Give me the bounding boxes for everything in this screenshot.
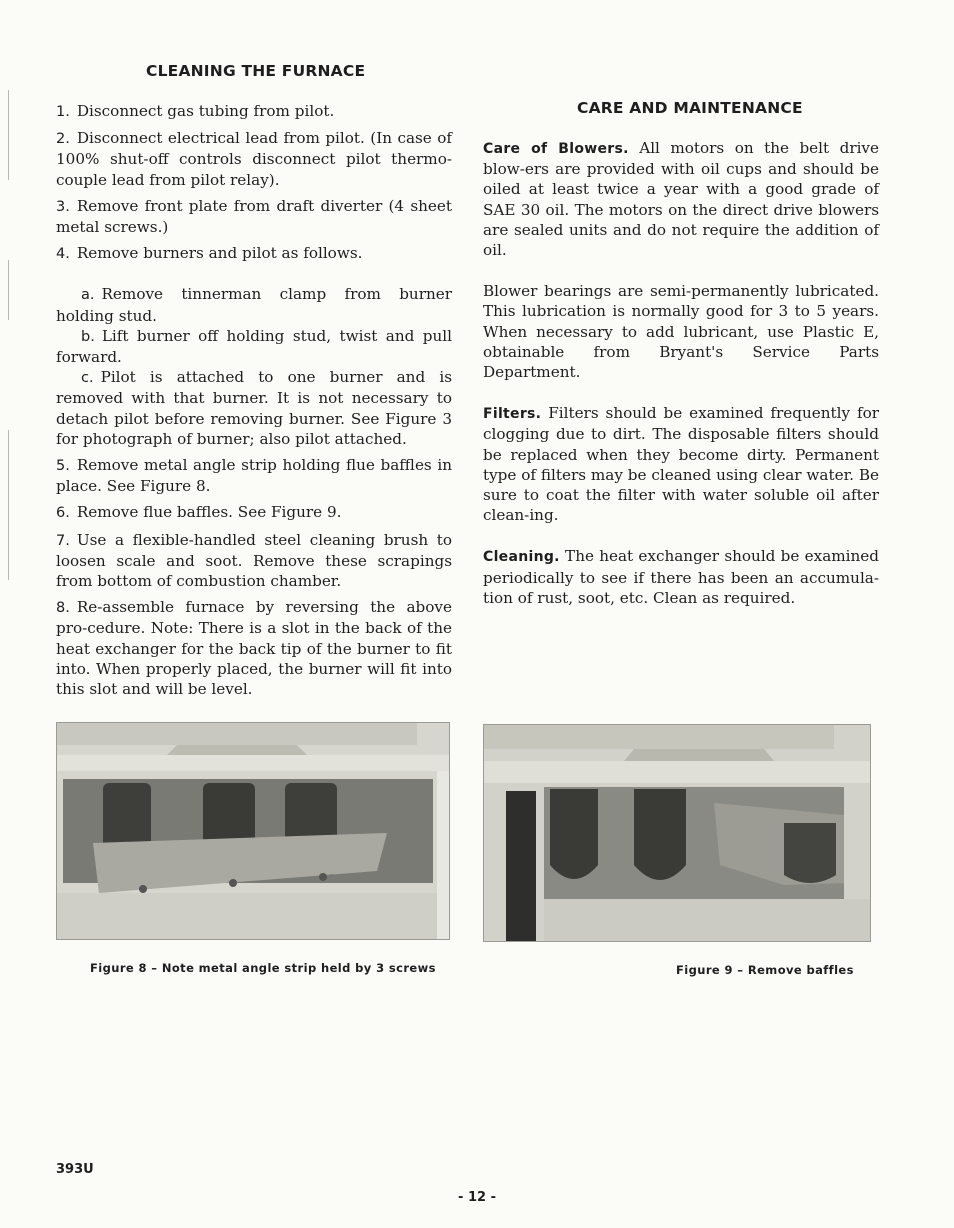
filters-paragraph (483, 403, 879, 525)
step-text: Use a flexible-handled steel cleaning brush to loosen scale and soot. Remove these scrapings from bottom of combustion chamber. (56, 530, 452, 591)
step-text: Remove flue baffles. See Figure 9. (76, 503, 342, 522)
figure-9-photo (483, 724, 871, 942)
figure-8-caption: Figure 8 – Note metal angle strip held by 3 screws (90, 961, 436, 975)
run-in-heading: Care of Blowers. (483, 141, 629, 157)
substep-a (56, 284, 452, 325)
step-text: Remove front plate from draft diverter (4 sheet metal screws.) (56, 196, 452, 237)
substep-c (56, 367, 452, 449)
furnace-baffles-removed-illustration (484, 725, 870, 941)
step-5 (56, 455, 452, 496)
step-number: 7. (56, 532, 70, 549)
cleaning-furnace-heading: CLEANING THE FURNACE (146, 62, 366, 80)
figure-8-photo (56, 722, 450, 940)
binder-mark (8, 90, 9, 180)
step-1 (56, 101, 452, 122)
furnace-baffle-strip-illustration (57, 723, 449, 939)
paragraph-text: Filters should be examined frequently for clogging due to dirt. The disposable filters should be replaced when they become dirty. Permanent type of filters may be cleaned using clear water. Be sure to coat the filter with water soluble oil after clean-ing. (483, 404, 879, 525)
step-number: 3. (56, 198, 70, 215)
substep-text: Lift burner off holding stud, twist and pull forward. (56, 326, 452, 367)
care-maintenance-heading: CARE AND MAINTENANCE (577, 99, 803, 117)
step-2 (56, 128, 452, 190)
care-of-blowers-paragraph (483, 138, 879, 260)
step-number: 6. (56, 505, 70, 522)
binder-mark (8, 260, 9, 320)
substep-letter: c. (81, 370, 94, 387)
care-paragraphs (483, 138, 879, 608)
figure-9-caption: Figure 9 – Remove baffles (676, 963, 854, 977)
step-number: 4. (56, 246, 70, 263)
step-7 (56, 530, 452, 592)
step-text: Remove burners and pilot as follows. (76, 244, 363, 263)
paragraph-text: The heat exchanger should be examined periodically to see if there has been an accumula-tion of rust, soot, etc. Clean as required. (483, 547, 879, 607)
substep-text: Remove tinnerman clamp from burner holding stud. (56, 285, 452, 325)
substep-text: Pilot is attached to one burner and is removed with that burner. It is not necessary to detach pilot before removing burner. See Figure 3 for photograph of burner; also pilot attached. (56, 368, 452, 448)
step-text: Disconnect gas tubing from pilot. (76, 102, 335, 120)
step-number: 5. (56, 458, 70, 475)
run-in-heading: Filters. (483, 406, 542, 423)
step-text: Remove metal angle strip holding flue baffles in place. See Figure 8. (56, 456, 452, 496)
substep-b (56, 326, 452, 367)
paragraph-text: All motors on the belt drive blow-ers are provided with oil cups and should be oiled at least twice a year with a good grade of SAE 30 oil. The motors on the direct drive blowers are sealed units and do not require the addition of oil. (483, 139, 879, 260)
blower-bearings-paragraph (483, 281, 879, 382)
paragraph-text: Blower bearings are semi-permanently lubricated. This lubrication is normally good for 3 to 5 years. When necessary to add lubricant, use Plastic E, obtainable from Bryant's Service Parts Department. (483, 282, 879, 382)
step-text: Re-assemble furnace by reversing the above pro-cedure. Note: There is a slot in the back of the heat exchanger for the back tip of the burner to fit into. When properly placed, the burner will fit into this slot and will be level. (56, 598, 452, 699)
step-6 (56, 502, 452, 523)
page-number: - 12 - (458, 1190, 496, 1205)
step-number: 1. (56, 104, 70, 120)
step-8 (56, 597, 452, 699)
cleaning-steps (56, 101, 452, 699)
substep-letter: a. (81, 287, 95, 304)
step-text: Disconnect electrical lead from pilot. (In case of 100% shut-off controls disconnect pilot thermo-couple lead from pilot relay). (56, 129, 452, 189)
run-in-heading: Cleaning. (483, 549, 560, 566)
document-code: 393U (56, 1162, 94, 1177)
cleaning-paragraph (483, 546, 879, 608)
step-number: 2. (56, 131, 70, 148)
binder-mark (8, 430, 9, 580)
step-4 (56, 243, 452, 264)
step-3 (56, 196, 452, 237)
step-number: 8. (56, 600, 70, 617)
substep-letter: b. (81, 328, 95, 345)
